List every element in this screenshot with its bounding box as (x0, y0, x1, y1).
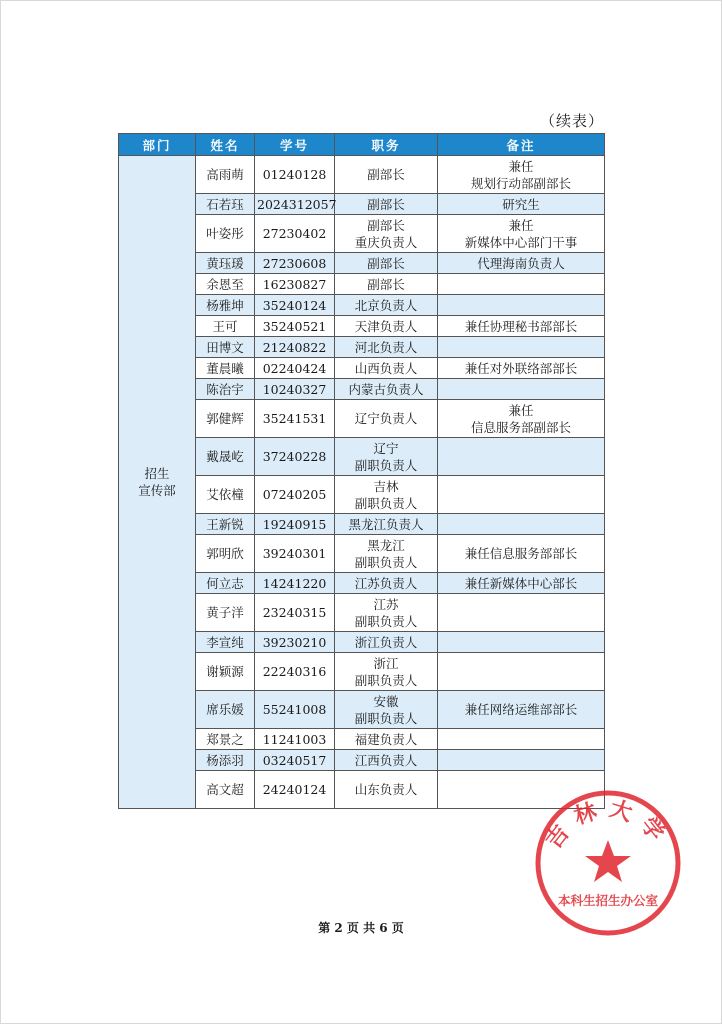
remark-line: 代理海南负责人 (477, 255, 565, 271)
name-cell: 艾依橦 (196, 476, 255, 514)
university-seal (533, 788, 683, 938)
name-cell: 叶姿彤 (196, 215, 255, 253)
student-id-cell: 24240124 (255, 771, 335, 809)
student-id-cell: 14241220 (255, 573, 335, 594)
position-cell (335, 771, 438, 809)
remark-cell (438, 316, 605, 337)
position-line: 辽宁负责人 (354, 411, 418, 426)
remark-cell (438, 400, 605, 438)
student-id-cell: 23240315 (255, 594, 335, 632)
remark-cell (438, 438, 605, 476)
name-cell: 高雨萌 (196, 156, 255, 194)
position-cell (335, 337, 438, 358)
position-line: 山东负责人 (354, 782, 418, 797)
position-cell (335, 573, 438, 594)
remark-cell (438, 156, 605, 194)
student-id-cell: 02240424 (255, 358, 335, 379)
student-id-cell: 03240517 (255, 750, 335, 771)
remark-cell (438, 535, 605, 573)
roster-table (118, 133, 605, 809)
name-cell: 高文超 (196, 771, 255, 809)
position-cell (335, 729, 438, 750)
remark-cell (438, 215, 605, 253)
student-id-cell: 39230210 (255, 632, 335, 653)
student-id-cell: 2024312057 (255, 194, 335, 215)
header-student-id: 学号 (255, 134, 335, 156)
remark-cell (438, 729, 605, 750)
remark-line: 规划行动部副部长 (470, 175, 571, 191)
student-id-cell: 21240822 (255, 337, 335, 358)
name-cell: 何立志 (196, 573, 255, 594)
position-cell (335, 274, 438, 295)
position-line: 山西负责人 (354, 360, 418, 376)
position-line: 副部长 (367, 217, 405, 233)
position-line: 江西负责人 (354, 752, 418, 768)
remark-line: 兼任信息服务部部长 (464, 546, 578, 561)
student-id-cell: 55241008 (255, 691, 335, 729)
position-line: 副职负责人 (354, 710, 418, 726)
remark-cell (438, 691, 605, 729)
position-line: 副职负责人 (354, 613, 418, 629)
name-cell: 谢颖源 (196, 653, 255, 691)
position-line: 北京负责人 (354, 297, 418, 313)
remark-cell (438, 750, 605, 771)
header-name: 姓名 (196, 134, 255, 156)
student-id-cell: 35241531 (255, 400, 335, 438)
name-cell: 戴晟屹 (196, 438, 255, 476)
student-id-cell: 19240915 (255, 514, 335, 535)
remark-cell (438, 274, 605, 295)
position-line: 副职负责人 (354, 457, 418, 473)
name-cell: 杨雅坤 (196, 295, 255, 316)
position-line: 天津负责人 (354, 318, 418, 334)
department-line: 招生 (144, 466, 170, 481)
position-cell (335, 750, 438, 771)
position-cell (335, 514, 438, 535)
name-cell: 余恩至 (196, 274, 255, 295)
remark-line: 兼任协理秘书部部长 (464, 318, 578, 334)
remark-cell (438, 514, 605, 535)
position-line: 黑龙江负责人 (348, 516, 424, 532)
student-id-cell: 35240521 (255, 316, 335, 337)
position-cell (335, 400, 438, 438)
name-cell: 郭健辉 (196, 400, 255, 438)
student-id-cell: 27230608 (255, 253, 335, 274)
position-line: 重庆负责人 (354, 234, 418, 250)
student-id-cell: 16230827 (255, 274, 335, 295)
remark-line: 研究生 (502, 196, 540, 212)
position-line: 吉林 (373, 478, 399, 494)
remark-cell (438, 632, 605, 653)
position-cell (335, 438, 438, 476)
position-line: 副部长 (367, 255, 405, 271)
remark-cell (438, 194, 605, 215)
remark-cell (438, 594, 605, 632)
position-line: 河北负责人 (354, 339, 418, 355)
seal-text-top: 吉林大学 (541, 796, 675, 854)
position-cell (335, 594, 438, 632)
page-number: 第 2 页 共 6 页 (318, 921, 404, 935)
student-id-cell: 22240316 (255, 653, 335, 691)
header-remark: 备注 (438, 134, 605, 156)
position-line: 内蒙古负责人 (348, 381, 424, 397)
remark-line: 兼任对外联络部部长 (464, 360, 578, 376)
seal-text-bottom: 本科生招生办公室 (557, 893, 659, 908)
name-cell: 郭明欣 (196, 535, 255, 573)
remark-cell (438, 573, 605, 594)
name-cell: 席乐媛 (196, 691, 255, 729)
position-line: 江苏负责人 (354, 575, 418, 591)
position-cell (335, 295, 438, 316)
position-cell (335, 215, 438, 253)
name-cell: 王新锐 (196, 514, 255, 535)
position-cell (335, 253, 438, 274)
position-line: 副部长 (367, 276, 405, 292)
student-id-cell: 07240205 (255, 476, 335, 514)
roster-body (119, 156, 605, 809)
remark-line: 兼任 (508, 217, 534, 233)
position-cell (335, 535, 438, 573)
name-cell: 郑景之 (196, 729, 255, 750)
name-cell: 李宣纯 (196, 632, 255, 653)
student-id-cell: 10240327 (255, 379, 335, 400)
position-cell (335, 358, 438, 379)
table-row (119, 156, 605, 194)
student-id-cell: 11241003 (255, 729, 335, 750)
remark-cell (438, 379, 605, 400)
position-line: 副职负责人 (354, 672, 418, 688)
student-id-cell: 27230402 (255, 215, 335, 253)
position-line: 副部长 (367, 196, 405, 212)
position-line: 副职负责人 (354, 554, 418, 570)
remark-cell (438, 337, 605, 358)
position-line: 黑龙江 (367, 537, 405, 553)
remark-line: 新媒体中心部门干事 (464, 234, 578, 250)
position-line: 副职负责人 (354, 495, 418, 511)
remark-cell (438, 295, 605, 316)
position-cell (335, 476, 438, 514)
name-cell: 董晨曦 (196, 358, 255, 379)
header-position: 职务 (335, 134, 438, 156)
position-cell (335, 691, 438, 729)
name-cell: 杨添羽 (196, 750, 255, 771)
position-line: 副部长 (367, 167, 405, 182)
position-cell (335, 156, 438, 194)
student-id-cell: 01240128 (255, 156, 335, 194)
remark-line: 兼任 (508, 402, 534, 418)
department-line: 宣传部 (138, 483, 176, 498)
position-line: 浙江 (373, 655, 399, 671)
remark-line: 兼任网络运维部部长 (464, 702, 578, 717)
position-line: 辽宁 (373, 440, 399, 456)
name-cell: 王可 (196, 316, 255, 337)
name-cell: 石若珏 (196, 194, 255, 215)
position-line: 安徽 (373, 693, 399, 709)
remark-line: 信息服务部副部长 (470, 419, 571, 435)
student-id-cell: 39240301 (255, 535, 335, 573)
remark-cell (438, 653, 605, 691)
position-cell (335, 653, 438, 691)
remark-cell (438, 253, 605, 274)
department-cell (119, 156, 196, 809)
position-cell (335, 194, 438, 215)
remark-line: 兼任 (508, 158, 534, 174)
header-row (119, 134, 605, 156)
student-id-cell: 35240124 (255, 295, 335, 316)
remark-cell (438, 358, 605, 379)
header-department: 部门 (119, 134, 196, 156)
name-cell: 田博文 (196, 337, 255, 358)
remark-cell (438, 476, 605, 514)
position-line: 浙江负责人 (354, 634, 418, 650)
student-id-cell: 37240228 (255, 438, 335, 476)
position-cell (335, 379, 438, 400)
remark-line: 兼任新媒体中心部长 (464, 575, 578, 591)
position-cell (335, 632, 438, 653)
name-cell: 黄子洋 (196, 594, 255, 632)
position-line: 江苏 (373, 596, 399, 612)
name-cell: 陈治宇 (196, 379, 255, 400)
position-cell (335, 316, 438, 337)
position-line: 福建负责人 (354, 731, 418, 747)
name-cell: 黄珏瑗 (196, 253, 255, 274)
continued-label: （续表） (540, 112, 605, 130)
seal-star-icon (585, 840, 631, 882)
